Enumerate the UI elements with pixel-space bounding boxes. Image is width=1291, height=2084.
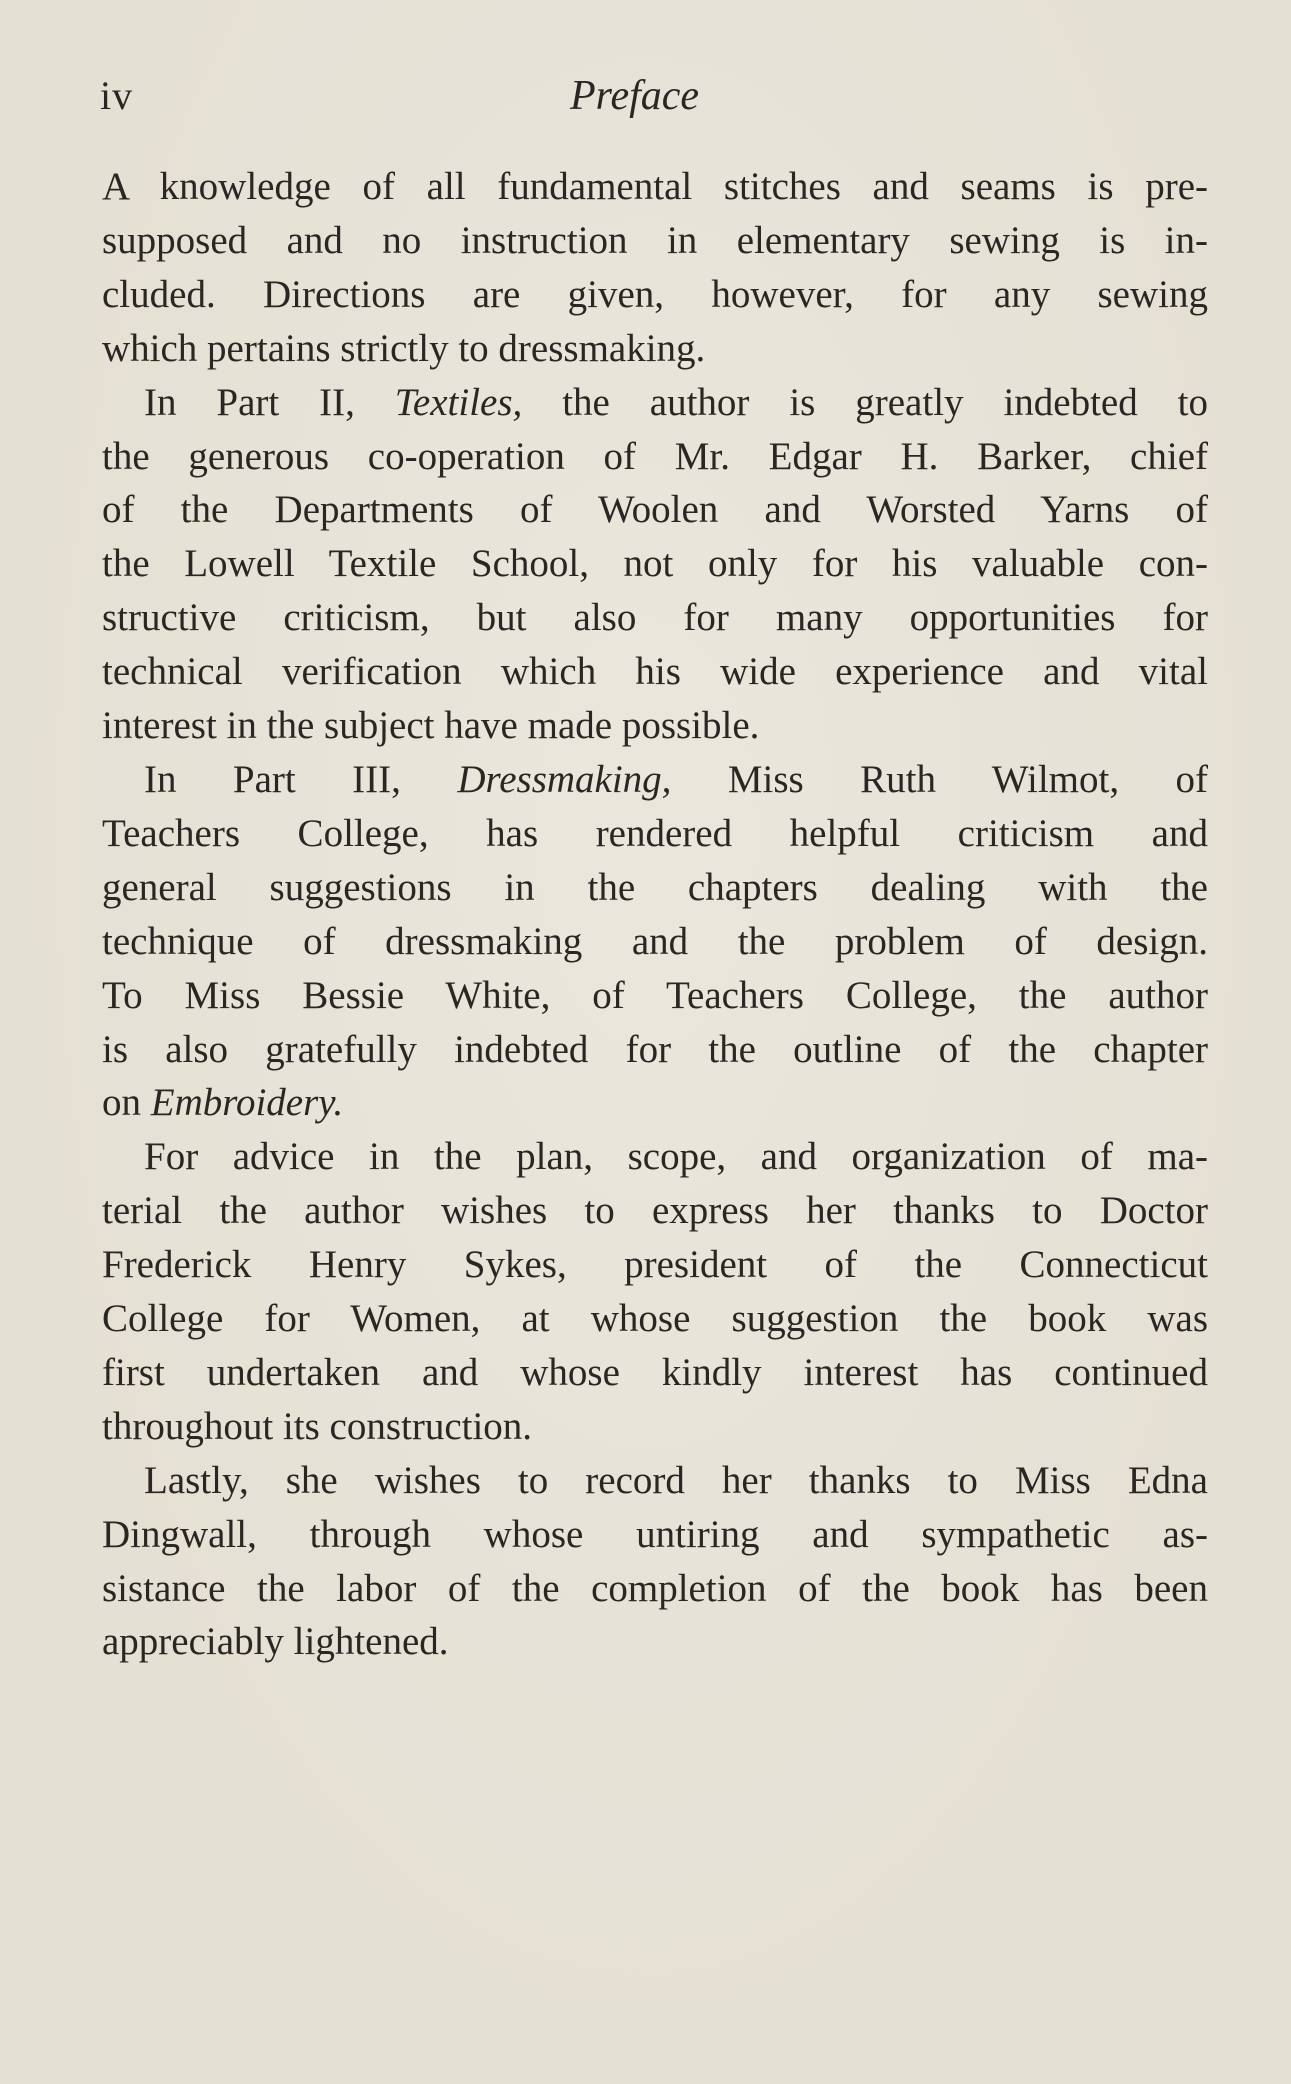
text-line: For advice in the plan, scope, and organization of ma- bbox=[144, 1135, 1208, 1179]
page-title: Preface bbox=[570, 73, 700, 119]
text-line: Lastly, she wishes to record her thanks to Miss Edna bbox=[144, 1458, 1208, 1502]
page-number: iv bbox=[100, 73, 134, 118]
text-line: technical verification which his wide experience and vital bbox=[102, 650, 1208, 694]
text-line: the generous co-operation of Mr. Edgar H. Barker, chief bbox=[102, 434, 1208, 478]
text-line: supposed and no instruction in elementary sewing is in- bbox=[102, 218, 1208, 262]
text-line: interest in the subject have made possible. bbox=[102, 704, 760, 748]
text-run: the author is greatly indebted to bbox=[522, 380, 1208, 424]
text-line: first undertaken and whose kindly interest has continued bbox=[102, 1350, 1208, 1394]
text-line: College for Women, at whose suggestion the book was bbox=[102, 1297, 1208, 1341]
text-line bbox=[102, 753, 1208, 807]
text-line: To Miss Bessie White, of Teachers College, the author bbox=[102, 973, 1208, 1017]
paragraph bbox=[102, 376, 1208, 753]
text-line: Dingwall, through whose untiring and sympathetic as- bbox=[102, 1512, 1208, 1556]
text-line: sistance the labor of the completion of the book has been bbox=[102, 1566, 1208, 1610]
paragraph bbox=[102, 753, 1208, 1130]
italic-term: Embroidery. bbox=[150, 1081, 344, 1125]
text-line: of the Departments of Woolen and Worsted Yarns of bbox=[102, 488, 1208, 532]
paragraph bbox=[102, 160, 1208, 376]
text-run: In Part III, bbox=[144, 757, 458, 801]
text-line bbox=[102, 1076, 1208, 1130]
text-line: terial the author wishes to express her thanks to Doctor bbox=[102, 1189, 1208, 1233]
text-run: on bbox=[102, 1081, 151, 1125]
text-line: cluded. Directions are given, however, for any sewing bbox=[102, 272, 1208, 316]
paragraph bbox=[102, 1454, 1208, 1670]
text-line: Teachers College, has rendered helpful criticism and bbox=[102, 811, 1208, 855]
text-line: throughout its construction. bbox=[102, 1404, 533, 1448]
italic-term: Dressmaking, bbox=[457, 757, 672, 801]
text-run: In Part II, bbox=[144, 380, 395, 424]
text-line: which pertains strictly to dressmaking. bbox=[102, 326, 706, 370]
text-line: is also gratefully indebted for the outline of the chapter bbox=[102, 1027, 1208, 1071]
paragraph bbox=[102, 1130, 1208, 1453]
text-line: A knowledge of all fundamental stitches and seams is pre- bbox=[102, 165, 1208, 208]
text-line: technique of dressmaking and the problem of design. bbox=[102, 919, 1208, 963]
body-text bbox=[102, 160, 1208, 1669]
text-line: appreciably lightened. bbox=[102, 1620, 449, 1664]
running-head bbox=[100, 72, 1210, 132]
text-line: structive criticism, but also for many opportunities for bbox=[102, 596, 1208, 640]
text-line: Frederick Henry Sykes, president of the Connecticut bbox=[102, 1243, 1208, 1287]
text-line: general suggestions in the chapters dealing with the bbox=[102, 865, 1208, 909]
text-line: the Lowell Textile School, not only for his valuable con- bbox=[102, 542, 1208, 586]
text-run: Miss Ruth Wilmot, of bbox=[671, 757, 1208, 801]
text-line bbox=[102, 376, 1208, 430]
italic-term: Textiles, bbox=[394, 380, 523, 424]
